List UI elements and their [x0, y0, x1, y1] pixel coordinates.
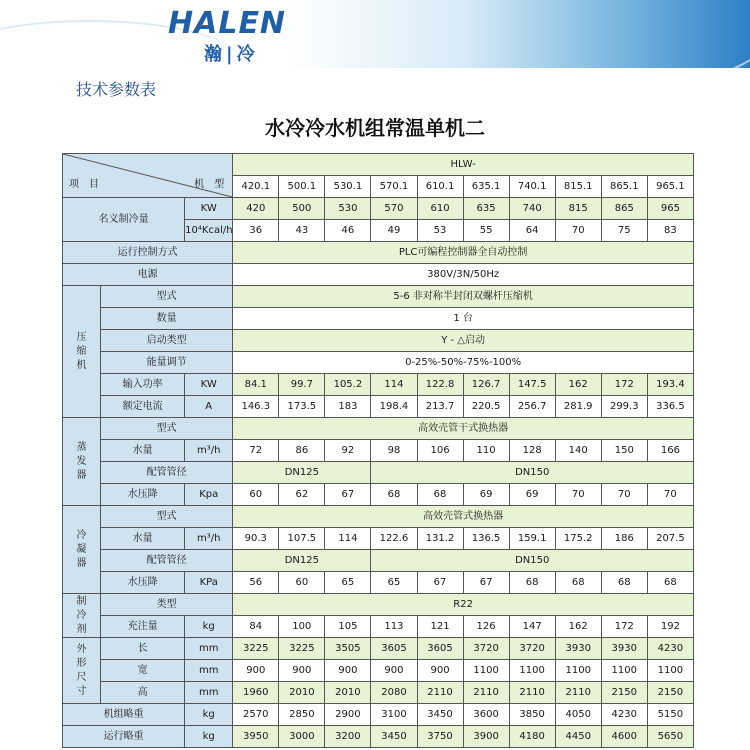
- group-char: 压: [76, 331, 87, 343]
- value-cell: 43: [279, 220, 325, 242]
- value-cell: 3000: [279, 726, 325, 748]
- unit-cell: kg: [185, 704, 233, 726]
- value-cell: 610: [417, 198, 463, 220]
- value-cell: 4050: [555, 704, 601, 726]
- comp-start-value: Y - △启动: [233, 330, 694, 352]
- table-row: [63, 616, 694, 638]
- model-cell: 865.1: [601, 176, 647, 198]
- value-cell: 140: [555, 440, 601, 462]
- value-cell: 3505: [325, 638, 371, 660]
- value-cell: 70: [601, 484, 647, 506]
- comp-current-label: 额定电流: [101, 396, 185, 418]
- comp-input-label: 输入功率: [101, 374, 185, 396]
- table-row: [63, 352, 694, 374]
- value-cell: 4180: [509, 726, 555, 748]
- value-cell: 126: [463, 616, 509, 638]
- value-cell: 2110: [555, 682, 601, 704]
- value-cell: 92: [325, 440, 371, 462]
- value-cell: 3720: [509, 638, 555, 660]
- table-row: [63, 242, 694, 264]
- value-cell: 281.9: [555, 396, 601, 418]
- value-cell: 3600: [463, 704, 509, 726]
- value-cell: 4230: [601, 704, 647, 726]
- group-char: 凝: [76, 543, 87, 555]
- group-char: 发: [76, 455, 87, 467]
- comp-type-value: 5-6 非对称半封闭双螺杆压缩机: [233, 286, 694, 308]
- value-cell: 220.5: [463, 396, 509, 418]
- group-char: 剂: [76, 623, 87, 635]
- section-label: 技术参数表: [76, 80, 157, 99]
- value-cell: 3750: [417, 726, 463, 748]
- table-row: [63, 726, 694, 748]
- value-cell: 166: [647, 440, 693, 462]
- cond-pipe-label: 配管管径: [101, 550, 233, 572]
- evap-drop-label: 水压降: [101, 484, 185, 506]
- group-char: 器: [76, 469, 87, 481]
- table-row: [63, 462, 694, 484]
- value-cell: 1100: [509, 660, 555, 682]
- value-cell: 865: [601, 198, 647, 220]
- dim-h-label: 高: [101, 682, 185, 704]
- value-cell: 2150: [601, 682, 647, 704]
- control-label: 运行控制方式: [63, 242, 233, 264]
- table-row: [63, 704, 694, 726]
- value-cell: 193.4: [647, 374, 693, 396]
- value-cell: 106: [417, 440, 463, 462]
- value-cell: 68: [509, 572, 555, 594]
- model-cell: 610.1: [417, 176, 463, 198]
- value-cell: 900: [233, 660, 279, 682]
- unit-cell: KW: [185, 374, 233, 396]
- value-cell: 213.7: [417, 396, 463, 418]
- header-model-label: 机 型: [194, 179, 225, 190]
- value-cell: 53: [417, 220, 463, 242]
- unit-cell: A: [185, 396, 233, 418]
- value-cell: 570: [371, 198, 417, 220]
- group-evaporator: [63, 418, 101, 506]
- value-cell: 67: [325, 484, 371, 506]
- cond-type-label: 型式: [101, 506, 233, 528]
- value-cell: 2900: [325, 704, 371, 726]
- value-cell: 2110: [463, 682, 509, 704]
- unit-cell: KW: [185, 198, 233, 220]
- value-cell: 2110: [509, 682, 555, 704]
- value-cell: 110: [463, 440, 509, 462]
- unit-cell: m³/h: [185, 440, 233, 462]
- value-cell: 5150: [647, 704, 693, 726]
- value-cell: 107.5: [279, 528, 325, 550]
- value-cell: 68: [601, 572, 647, 594]
- value-cell: 147: [509, 616, 555, 638]
- evap-type-label: 型式: [101, 418, 233, 440]
- value-cell: 136.5: [463, 528, 509, 550]
- value-cell: 900: [325, 660, 371, 682]
- value-cell: 3720: [463, 638, 509, 660]
- cond-pipe-a: DN125: [233, 550, 371, 572]
- comp-start-label: 启动类型: [101, 330, 233, 352]
- evap-pipe-a: DN125: [233, 462, 371, 484]
- power-label: 电源: [63, 264, 233, 286]
- value-cell: 172: [601, 616, 647, 638]
- value-cell: 69: [509, 484, 555, 506]
- group-compressor: [63, 286, 101, 418]
- value-cell: 162: [555, 374, 601, 396]
- value-cell: 815: [555, 198, 601, 220]
- value-cell: 5650: [647, 726, 693, 748]
- group-refrigerant: [63, 594, 101, 638]
- comp-cap-value: 0-25%-50%-75%-100%: [233, 352, 694, 374]
- group-char: 尺: [76, 671, 87, 683]
- unit-cell: kg: [185, 616, 233, 638]
- value-cell: 1960: [233, 682, 279, 704]
- unit-cell: kg: [185, 726, 233, 748]
- table-row: [63, 374, 694, 396]
- value-cell: 36: [233, 220, 279, 242]
- value-cell: 3225: [233, 638, 279, 660]
- value-cell: 68: [555, 572, 601, 594]
- cond-flow-label: 水量: [101, 528, 185, 550]
- group-char: 寸: [76, 685, 87, 697]
- value-cell: 67: [463, 572, 509, 594]
- value-cell: 965: [647, 198, 693, 220]
- value-cell: 175.2: [555, 528, 601, 550]
- value-cell: 900: [279, 660, 325, 682]
- value-cell: 105: [325, 616, 371, 638]
- model-cell: 570.1: [371, 176, 417, 198]
- brand-logo: [168, 6, 328, 65]
- value-cell: 3930: [555, 638, 601, 660]
- cond-type-value: 高效壳管式换热器: [233, 506, 694, 528]
- value-cell: 114: [371, 374, 417, 396]
- unit-cell: 10⁴Kcal/h: [185, 220, 233, 242]
- value-cell: 2110: [417, 682, 463, 704]
- value-cell: 84.1: [233, 374, 279, 396]
- header-item-label: 项 目: [69, 179, 99, 190]
- model-series: HLW-: [233, 154, 694, 176]
- value-cell: 100: [279, 616, 325, 638]
- comp-type-label: 型式: [101, 286, 233, 308]
- table-row: [63, 396, 694, 418]
- group-char: 制: [76, 595, 87, 607]
- cond-drop-label: 水压降: [101, 572, 185, 594]
- value-cell: 3225: [279, 638, 325, 660]
- value-cell: 98: [371, 440, 417, 462]
- value-cell: 70: [647, 484, 693, 506]
- brand-name-cn: 瀚|冷: [204, 44, 259, 65]
- value-cell: 900: [417, 660, 463, 682]
- unit-cell: mm: [185, 682, 233, 704]
- value-cell: 83: [647, 220, 693, 242]
- value-cell: 4600: [601, 726, 647, 748]
- table-row: [63, 286, 694, 308]
- control-value: PLC可编程控制器全自动控制: [233, 242, 694, 264]
- table-row: [63, 572, 694, 594]
- op-weight-label: 运行略重: [63, 726, 185, 748]
- value-cell: 198.4: [371, 396, 417, 418]
- group-condenser: [63, 506, 101, 594]
- value-cell: 162: [555, 616, 601, 638]
- value-cell: 46: [325, 220, 371, 242]
- group-char: 缩: [76, 345, 87, 357]
- table-row: [63, 330, 694, 352]
- value-cell: 68: [647, 572, 693, 594]
- group-dimensions: [63, 638, 101, 704]
- table-row: [63, 418, 694, 440]
- model-cell: 420.1: [233, 176, 279, 198]
- value-cell: 256.7: [509, 396, 555, 418]
- value-cell: 299.3: [601, 396, 647, 418]
- value-cell: 75: [601, 220, 647, 242]
- value-cell: 4450: [555, 726, 601, 748]
- dim-w-label: 宽: [101, 660, 185, 682]
- value-cell: 70: [555, 220, 601, 242]
- header-corner-cell: [63, 154, 233, 198]
- value-cell: 64: [509, 220, 555, 242]
- value-cell: 3605: [417, 638, 463, 660]
- value-cell: 1100: [601, 660, 647, 682]
- value-cell: 2080: [371, 682, 417, 704]
- value-cell: 420: [233, 198, 279, 220]
- value-cell: 49: [371, 220, 417, 242]
- brand-name-en: HALEN: [168, 6, 287, 41]
- comp-qty-value: 1 台: [233, 308, 694, 330]
- value-cell: 3200: [325, 726, 371, 748]
- value-cell: 900: [371, 660, 417, 682]
- ref-type-value: R22: [233, 594, 694, 616]
- header-swoosh: [422, 0, 750, 68]
- value-cell: 128: [509, 440, 555, 462]
- group-char: 形: [76, 657, 87, 669]
- value-cell: 65: [325, 572, 371, 594]
- spec-table: [62, 153, 694, 748]
- evap-flow-label: 水量: [101, 440, 185, 462]
- value-cell: 72: [233, 440, 279, 462]
- model-cell: 740.1: [509, 176, 555, 198]
- value-cell: 4230: [647, 638, 693, 660]
- group-char: 冷: [76, 529, 87, 541]
- table-row: [63, 506, 694, 528]
- value-cell: 56: [233, 572, 279, 594]
- value-cell: 150: [601, 440, 647, 462]
- comp-cap-label: 能量调节: [101, 352, 233, 374]
- value-cell: 84: [233, 616, 279, 638]
- value-cell: 2570: [233, 704, 279, 726]
- value-cell: 146.3: [233, 396, 279, 418]
- value-cell: 336.5: [647, 396, 693, 418]
- ref-type-label: 类型: [101, 594, 233, 616]
- table-row: [63, 308, 694, 330]
- evap-pipe-b: DN150: [371, 462, 694, 484]
- value-cell: 65: [371, 572, 417, 594]
- table-row: [63, 440, 694, 462]
- dim-l-label: 长: [101, 638, 185, 660]
- table-row: [63, 550, 694, 572]
- group-char: 蒸: [76, 441, 87, 453]
- table-row: [63, 594, 694, 616]
- value-cell: 2850: [279, 704, 325, 726]
- value-cell: 2010: [325, 682, 371, 704]
- value-cell: 207.5: [647, 528, 693, 550]
- group-char: 机: [76, 359, 87, 371]
- value-cell: 3450: [417, 704, 463, 726]
- value-cell: 62: [279, 484, 325, 506]
- value-cell: 2010: [279, 682, 325, 704]
- value-cell: 635: [463, 198, 509, 220]
- value-cell: 67: [417, 572, 463, 594]
- table-row: [63, 528, 694, 550]
- table-row: [63, 264, 694, 286]
- value-cell: 122.8: [417, 374, 463, 396]
- value-cell: 68: [371, 484, 417, 506]
- value-cell: 3605: [371, 638, 417, 660]
- table-row: [63, 660, 694, 682]
- value-cell: 1100: [555, 660, 601, 682]
- comp-qty-label: 数量: [101, 308, 233, 330]
- value-cell: 192: [647, 616, 693, 638]
- value-cell: 55: [463, 220, 509, 242]
- evap-pipe-label: 配管管径: [101, 462, 233, 484]
- value-cell: 90.3: [233, 528, 279, 550]
- value-cell: 183: [325, 396, 371, 418]
- value-cell: 86: [279, 440, 325, 462]
- capacity-label: 名义制冷量: [63, 198, 185, 242]
- unit-cell: Kpa: [185, 484, 233, 506]
- value-cell: 68: [417, 484, 463, 506]
- value-cell: 1100: [647, 660, 693, 682]
- value-cell: 99.7: [279, 374, 325, 396]
- power-value: 380V/3N/50Hz: [233, 264, 694, 286]
- unit-cell: mm: [185, 660, 233, 682]
- value-cell: 122.6: [371, 528, 417, 550]
- value-cell: 70: [555, 484, 601, 506]
- value-cell: 3930: [601, 638, 647, 660]
- cond-pipe-b: DN150: [371, 550, 694, 572]
- value-cell: 69: [463, 484, 509, 506]
- model-cell: 965.1: [647, 176, 693, 198]
- value-cell: 147.5: [509, 374, 555, 396]
- group-char: 冷: [76, 609, 87, 621]
- header-banner: [0, 0, 750, 68]
- value-cell: 500: [279, 198, 325, 220]
- table-row: [63, 638, 694, 660]
- model-cell: 500.1: [279, 176, 325, 198]
- value-cell: 186: [601, 528, 647, 550]
- value-cell: 172: [601, 374, 647, 396]
- value-cell: 173.5: [279, 396, 325, 418]
- value-cell: 114: [325, 528, 371, 550]
- model-cell: 530.1: [325, 176, 371, 198]
- value-cell: 60: [279, 572, 325, 594]
- value-cell: 113: [371, 616, 417, 638]
- value-cell: 121: [417, 616, 463, 638]
- unit-cell: m³/h: [185, 528, 233, 550]
- table-row: [63, 484, 694, 506]
- value-cell: 530: [325, 198, 371, 220]
- value-cell: 159.1: [509, 528, 555, 550]
- evap-type-value: 高效壳管干式换热器: [233, 418, 694, 440]
- value-cell: 3900: [463, 726, 509, 748]
- value-cell: 126.7: [463, 374, 509, 396]
- table-row: [63, 198, 694, 220]
- value-cell: 105.2: [325, 374, 371, 396]
- ref-charge-label: 充注量: [101, 616, 185, 638]
- value-cell: 60: [233, 484, 279, 506]
- value-cell: 3450: [371, 726, 417, 748]
- value-cell: 131.2: [417, 528, 463, 550]
- page-title: 水冷冷水机组常温单机二: [265, 116, 485, 140]
- value-cell: 1100: [463, 660, 509, 682]
- weight-label: 机组略重: [63, 704, 185, 726]
- value-cell: 3100: [371, 704, 417, 726]
- value-cell: 3850: [509, 704, 555, 726]
- table-row: [63, 682, 694, 704]
- model-cell: 815.1: [555, 176, 601, 198]
- unit-cell: KPa: [185, 572, 233, 594]
- value-cell: 740: [509, 198, 555, 220]
- model-cell: 635.1: [463, 176, 509, 198]
- value-cell: 2150: [647, 682, 693, 704]
- value-cell: 3950: [233, 726, 279, 748]
- group-char: 器: [76, 557, 87, 569]
- group-char: 外: [76, 643, 87, 655]
- unit-cell: mm: [185, 638, 233, 660]
